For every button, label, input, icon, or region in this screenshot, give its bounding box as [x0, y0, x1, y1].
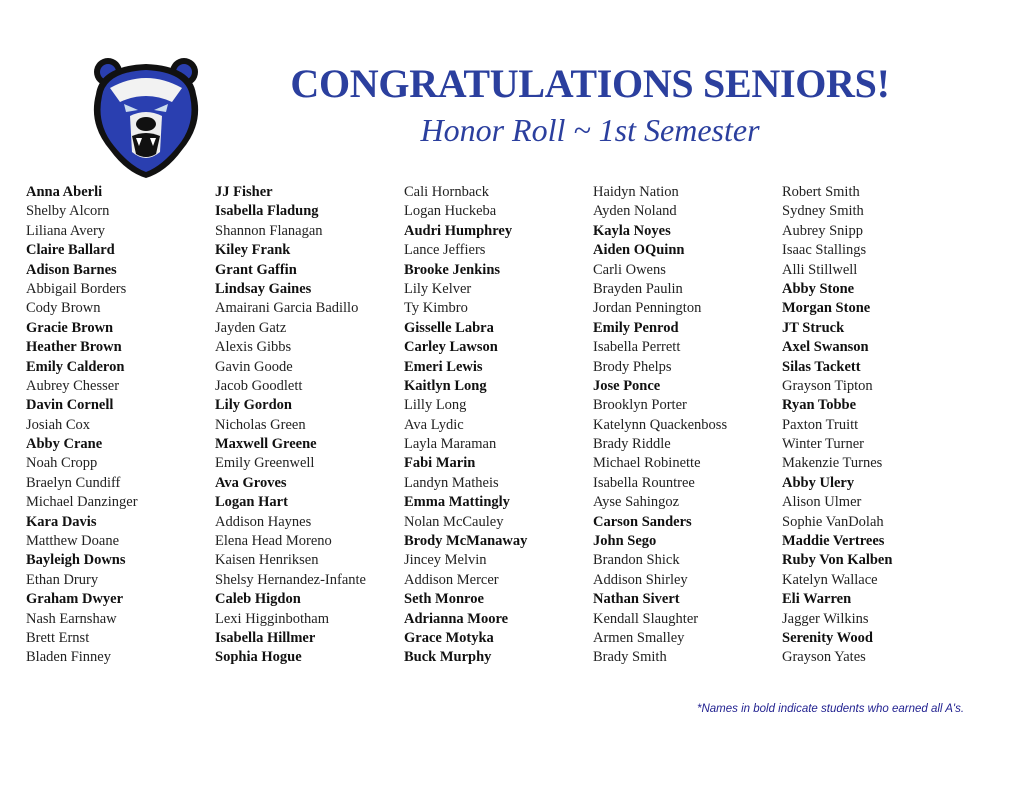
student-name: Sophia Hogue [215, 649, 302, 666]
student-name: JJ Fisher [215, 184, 273, 200]
student-name: Brody McManaway [404, 533, 528, 550]
student-name: Heather Brown [26, 339, 122, 356]
student-name: Michael Robinette [593, 455, 701, 472]
student-name: Abby Stone [782, 280, 855, 297]
student-name: Carli Owens [593, 261, 666, 278]
student-name: Maxwell Greene [215, 436, 317, 453]
student-name: Ava Groves [215, 474, 287, 491]
student-name: Kiley Frank [215, 242, 291, 259]
student-name: Carley Lawson [404, 339, 498, 356]
names-column-1 [26, 183, 138, 668]
student-name: Jayden Gatz [215, 319, 287, 336]
student-name: Ethan Drury [26, 571, 99, 588]
student-name: Claire Ballard [26, 242, 115, 259]
student-name: Davin Cornell [26, 397, 114, 414]
student-name: Jordan Pennington [593, 300, 702, 317]
student-name: JT Struck [782, 319, 845, 336]
student-name: Haidyn Nation [593, 184, 679, 200]
student-name: Maddie Vertrees [782, 533, 885, 550]
student-name: Logan Hart [215, 494, 288, 511]
student-name: Makenzie Turnes [782, 455, 883, 472]
student-name: John Sego [593, 533, 657, 550]
student-name: Eli Warren [782, 591, 852, 608]
student-name: Nathan Sivert [593, 591, 680, 608]
student-name: Layla Maraman [404, 436, 497, 453]
student-name: Addison Mercer [404, 571, 499, 588]
student-name: Morgan Stone [782, 300, 871, 317]
student-name: Axel Swanson [782, 339, 869, 356]
student-name: Shelsy Hernandez-Infante [215, 571, 366, 588]
student-name: Matthew Doane [26, 533, 120, 550]
student-name: Abby Ulery [782, 474, 855, 491]
student-name: Ryan Tobbe [782, 397, 857, 414]
student-name: Sydney Smith [782, 203, 864, 220]
student-name: Logan Huckeba [404, 203, 497, 220]
student-name: Isabella Perrett [593, 339, 681, 356]
student-name: Braelyn Cundiff [26, 474, 121, 491]
student-name: Grayson Tipton [782, 377, 873, 394]
student-name: Brooklyn Porter [593, 397, 687, 414]
student-name: Audri Humphrey [404, 222, 513, 239]
student-name: Shelby Alcorn [26, 203, 110, 220]
student-name: Kara Davis [26, 513, 97, 530]
student-name: Ayden Noland [593, 203, 677, 220]
student-name: Lily Kelver [404, 280, 472, 297]
student-name: Ayse Sahingoz [593, 494, 680, 511]
student-name: Emily Penrod [593, 319, 679, 336]
student-name: Alexis Gibbs [215, 339, 292, 356]
names-column-2 [215, 183, 366, 668]
student-name: Adrianna Moore [404, 610, 509, 627]
student-name: Caleb Higdon [215, 591, 301, 608]
student-name: Carson Sanders [593, 513, 692, 530]
student-name: Sophie VanDolah [782, 513, 884, 530]
student-name: Ruby Von Kalben [782, 552, 893, 569]
student-name: Lindsay Gaines [215, 280, 312, 297]
page-subtitle: Honor Roll ~ 1st Semester [420, 112, 760, 148]
student-name: Brooke Jenkins [404, 261, 501, 278]
student-name: Jincey Melvin [404, 552, 487, 569]
student-name: Nash Earnshaw [26, 610, 117, 627]
student-name: Isabella Fladung [215, 203, 319, 220]
student-name: Gracie Brown [26, 319, 114, 336]
student-name: Addison Haynes [215, 513, 312, 530]
student-name: Ty Kimbro [404, 300, 468, 317]
student-name: Kaisen Henriksen [215, 552, 319, 569]
student-name: Serenity Wood [782, 629, 873, 646]
student-name: Isabella Rountree [593, 474, 695, 491]
student-name: Jacob Goodlett [215, 377, 303, 394]
student-name: Armen Smalley [593, 629, 685, 646]
student-name: Jagger Wilkins [782, 610, 869, 627]
student-name: Emma Mattingly [404, 494, 510, 511]
student-name: Lance Jeffiers [404, 242, 486, 259]
student-name: Grant Gaffin [215, 261, 297, 278]
student-name: Lilly Long [404, 397, 467, 414]
student-name: Emeri Lewis [404, 358, 483, 375]
student-name: Adison Barnes [26, 261, 117, 278]
student-name: Gisselle Labra [404, 319, 494, 336]
student-name: Paxton Truitt [782, 416, 859, 433]
student-name: Jose Ponce [593, 377, 661, 394]
student-name: Abbigail Borders [26, 280, 127, 297]
bear-mascot-logo [86, 54, 206, 178]
student-name: Nolan McCauley [404, 513, 504, 530]
student-name: Landyn Matheis [404, 474, 499, 491]
student-name: Abby Crane [26, 436, 103, 453]
student-name: Shannon Flanagan [215, 222, 323, 239]
student-name: Fabi Marin [404, 455, 476, 472]
names-column-4 [593, 183, 727, 668]
student-name: Brandon Shick [593, 552, 680, 569]
student-name: Liliana Avery [26, 222, 106, 239]
student-name: Brayden Paulin [593, 280, 683, 297]
student-name: Aiden OQuinn [593, 242, 685, 259]
student-name: Grayson Yates [782, 649, 866, 666]
student-name: Addison Shirley [593, 571, 688, 588]
student-name: Brady Smith [593, 649, 667, 666]
student-name: Noah Cropp [26, 455, 98, 472]
student-name: Katelyn Wallace [782, 571, 878, 588]
student-name: Isaac Stallings [782, 242, 867, 259]
student-name: Seth Monroe [404, 591, 484, 608]
student-name: Cody Brown [26, 300, 101, 317]
student-name: Kendall Slaughter [593, 610, 699, 627]
student-name: Bladen Finney [26, 649, 111, 666]
student-name: Lily Gordon [215, 397, 292, 414]
student-name: Lexi Higginbotham [215, 610, 329, 627]
page-title: CONGRATULATIONS SENIORS! [290, 61, 890, 106]
student-name: Brady Riddle [593, 436, 671, 453]
names-column-3 [404, 183, 527, 668]
student-name: Josiah Cox [26, 416, 91, 433]
student-name: Kayla Noyes [593, 222, 671, 239]
student-name: Brody Phelps [593, 358, 672, 375]
student-name: Isabella Hillmer [215, 629, 316, 646]
student-name: Aubrey Chesser [26, 377, 120, 394]
student-name: Ava Lydic [404, 416, 464, 433]
student-name: Aubrey Snipp [782, 222, 863, 239]
bold-names-footnote: *Names in bold indicate students who earned all A's. [697, 703, 965, 715]
student-name: Katelynn Quackenboss [593, 416, 728, 433]
student-name: Elena Head Moreno [215, 533, 332, 550]
student-name: Alli Stillwell [782, 261, 858, 278]
student-name: Cali Hornback [404, 184, 489, 200]
student-name: Amairani Garcia Badillo [215, 300, 359, 317]
student-name: Robert Smith [782, 184, 860, 200]
student-name: Michael Danzinger [26, 494, 138, 511]
student-name: Alison Ulmer [782, 494, 862, 511]
student-name: Emily Calderon [26, 358, 125, 375]
student-name: Anna Aberli [26, 184, 103, 200]
student-name: Gavin Goode [215, 358, 293, 375]
student-name: Bayleigh Downs [26, 552, 126, 569]
student-name: Buck Murphy [404, 649, 492, 666]
names-column-5 [782, 183, 892, 668]
student-name: Emily Greenwell [215, 455, 315, 472]
student-name: Winter Turner [782, 436, 864, 453]
student-name: Grace Motyka [404, 629, 494, 646]
student-name: Silas Tackett [782, 358, 861, 375]
student-name: Kaitlyn Long [404, 377, 487, 394]
student-name: Nicholas Green [215, 416, 306, 433]
student-name: Brett Ernst [26, 629, 90, 646]
student-name: Graham Dwyer [26, 591, 124, 608]
